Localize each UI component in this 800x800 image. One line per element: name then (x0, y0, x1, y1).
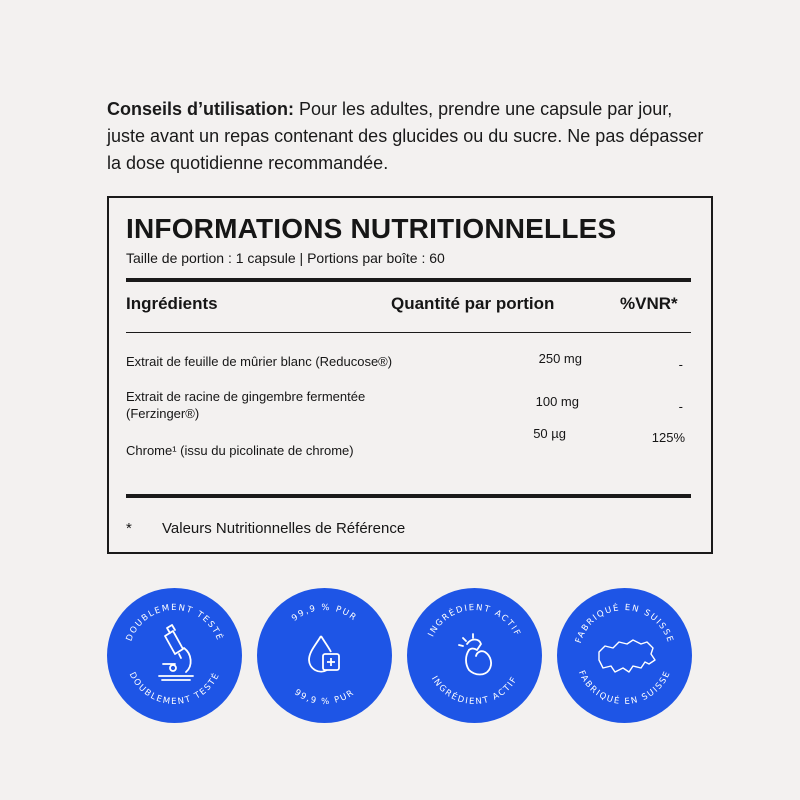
header-quantity: Quantité par portion (391, 294, 555, 313)
row-2-quantity: 100 mg (535, 394, 579, 409)
row-3-quantity: 50 µg (533, 426, 566, 441)
divider-header (126, 332, 691, 333)
nutrition-title: INFORMATIONS NUTRITIONNELLES (126, 213, 617, 244)
nutrition-panel (107, 196, 713, 554)
row-2-name: Extrait de racine de gingembre fermentée (Ferzinger®) (126, 389, 366, 421)
badge-active-top-text: INGRÉDIENT ACTIF (426, 602, 523, 639)
header-vnr: %VNR* (620, 294, 678, 313)
badge-tested-bottom-text: DOUBLEMENT TESTÉ (126, 670, 223, 708)
badge-pure-bottom-text: 99,9 % PUR (292, 687, 357, 708)
row-1-name: Extrait de feuille de mûrier blanc (Reducose®) (126, 354, 393, 369)
divider-top (126, 278, 691, 282)
usage-instructions (107, 96, 707, 177)
badge-active-bottom-text: INGRÉDIENT ACTIF (428, 674, 521, 708)
header-ingredient: Ingrédients (126, 294, 218, 313)
badge-pure-top-text: 99,9 % PUR (290, 602, 359, 624)
badge-tested (107, 588, 242, 723)
divider-bottom (126, 494, 691, 498)
footnote-text: Valeurs Nutritionnelles de Référence (162, 520, 406, 537)
usage-text: Pour les adultes, prendre une capsule par jour, juste avant un repas contenant des glucides ou du sucre. Ne pas dépasser la dose quotidienne recommandée. (107, 99, 704, 173)
badge-tested-top-text: DOUBLEMENT TESTÉ (124, 602, 225, 643)
row-2-vnr: - (678, 399, 683, 414)
footnote-mark: * (126, 520, 132, 537)
badge-swiss-bottom-text: FABRIQUÉ EN SUISSE (575, 669, 674, 708)
row-1-vnr: - (678, 357, 683, 372)
row-1-quantity: 250 mg (538, 351, 582, 366)
badge-swiss (557, 588, 692, 723)
badge-swiss-top-text: FABRIQUÉ EN SUISSE (573, 602, 676, 645)
row-3-name: Chrome¹ (issu du picolinate de chrome) (126, 443, 354, 458)
badge-pure (257, 588, 392, 723)
row-3-vnr: 125% (651, 430, 685, 445)
usage-label: Conseils d’utilisation: (107, 99, 295, 119)
badge-active (407, 588, 542, 723)
nutrition-subtitle: Taille de portion : 1 capsule | Portions par boîte : 60 (126, 250, 445, 266)
